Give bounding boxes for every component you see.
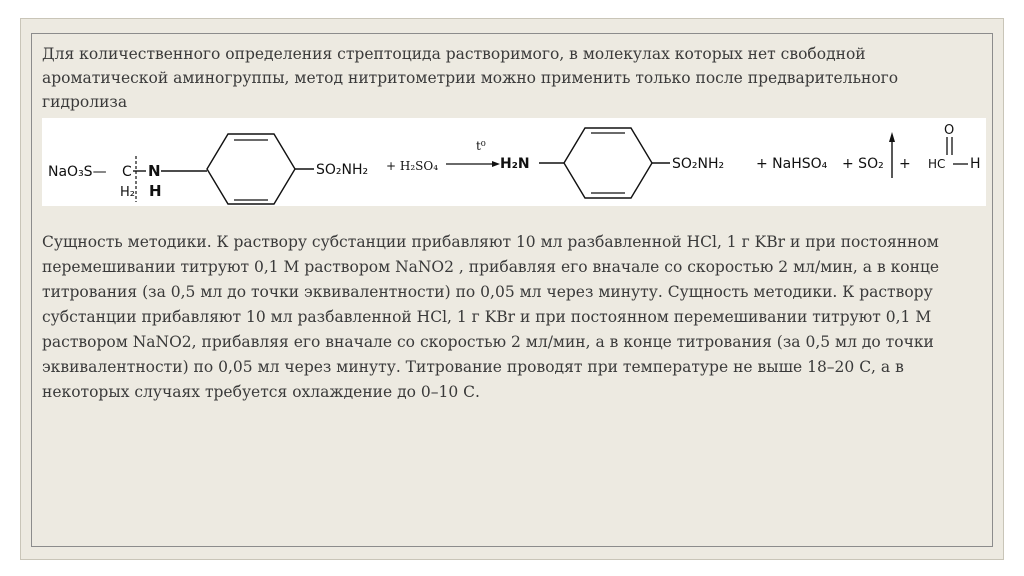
- p2-bisulfate: + NaHSO₄: [756, 156, 828, 172]
- p3-so2: + SO₂: [842, 156, 884, 172]
- ald-oxygen: O: [944, 123, 955, 138]
- benzene-ring-2: [564, 128, 652, 198]
- benzene-ring-1: [207, 134, 295, 204]
- r1-sulfonamide: SO₂NH₂: [316, 162, 369, 178]
- arrow-head-icon: [492, 161, 500, 167]
- ald-carbon: HC: [928, 157, 946, 171]
- content-frame: [31, 33, 993, 547]
- p1-amine: H₂N: [500, 156, 530, 172]
- r1-nh: H: [149, 182, 162, 200]
- slide: [20, 18, 1004, 560]
- reaction-diagram: [42, 118, 986, 206]
- intro-paragraph: Для количественного определения стрептоцида растворимого, в молекулах которых нет свободной ароматической аминогруппы, метод нитритометрии можно применить только после предварительного гидролиза: [42, 45, 899, 111]
- r1-h2: H₂: [120, 185, 135, 200]
- plus-sign: +: [899, 156, 911, 172]
- acid-reagent: + H₂SO₄: [386, 159, 439, 173]
- ald-hydrogen: H: [970, 156, 981, 172]
- reaction-scheme: [42, 118, 986, 206]
- r1-carbon: C: [122, 164, 132, 180]
- arrow-condition: t⁰: [476, 139, 486, 153]
- gas-arrow-head-icon: [889, 132, 895, 142]
- r1-nitrogen: N: [148, 162, 161, 180]
- r1-group: NaO₃S—: [48, 164, 107, 180]
- method-description: Сущность методики. К раствору субстанции прибавляют 10 мл разбавленной HCl, 1 г KBr и при постоянном перемешивании титруют 0,1 М раствором NaNO2 , прибавляя его вначале со скоростью 2 мл/мин, а в конце титрования (за 0,5 мл до точки эквивалентности) по 0,05 мл через минуту. Сущность методики. К раствору субстанции прибавляют 10 мл разбавленной HCl, 1 г KBr и при постоянном перемешивании титруют 0,1 М раствором NaNO2, прибавляя его вначале со скоростью 2 мл/мин, а в конце титрования (за 0,5 мл до точки эквивалентности) по 0,05 мл через минуту. Титрование проводят при температуре не выше 18–20 С, а в некоторых случаях требуется охлаждение до 0–10 С.: [42, 233, 940, 401]
- p1-sulfonamide: SO₂NH₂: [672, 156, 725, 172]
